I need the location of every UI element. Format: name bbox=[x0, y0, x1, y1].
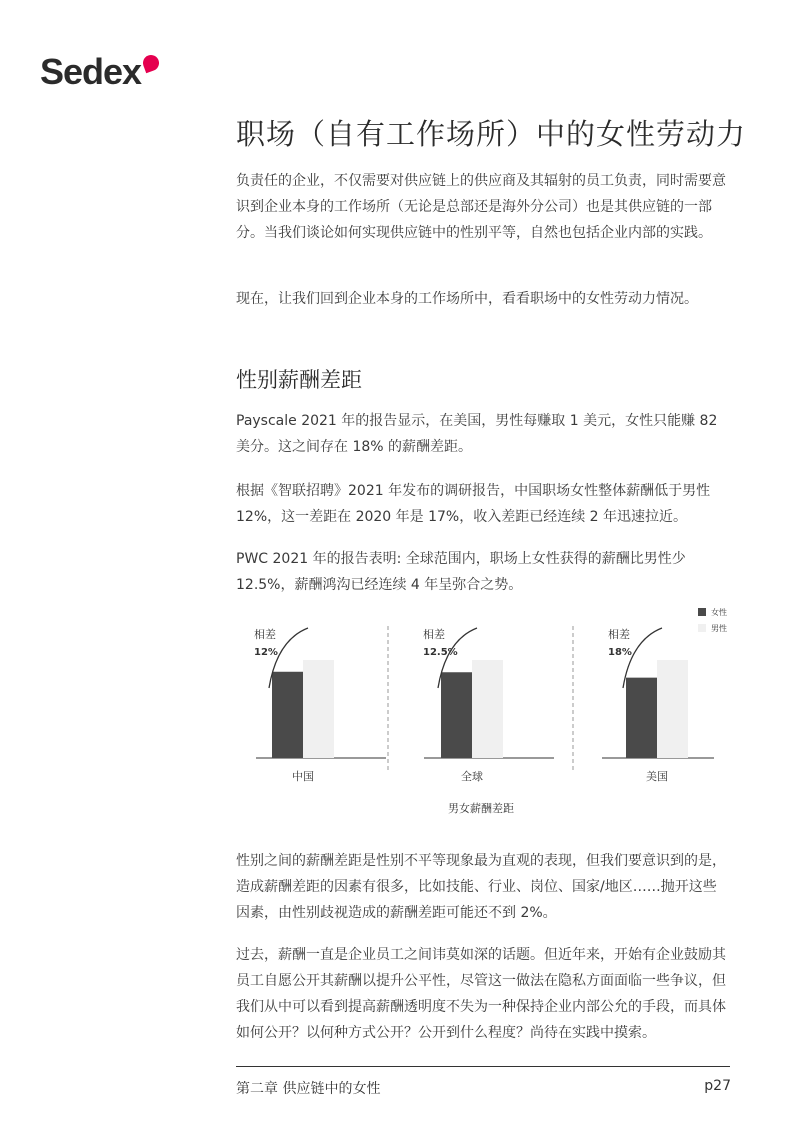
gap-label: 相差 bbox=[254, 628, 276, 641]
footer-divider bbox=[236, 1066, 730, 1067]
page-title: 职场（自有工作场所）中的女性劳动力 bbox=[236, 117, 747, 151]
sedex-logo bbox=[40, 52, 141, 92]
gap-value: 18% bbox=[608, 647, 632, 658]
chart-title: 男女薪酬差距 bbox=[448, 802, 514, 815]
bar-male bbox=[303, 660, 334, 758]
bar-female bbox=[626, 678, 657, 758]
gap-label: 相差 bbox=[608, 628, 630, 641]
pay-gap-chart bbox=[236, 600, 736, 830]
logo-mark-icon bbox=[141, 53, 162, 74]
legend-swatch bbox=[698, 608, 706, 616]
category-label: 中国 bbox=[292, 770, 314, 783]
bar-female bbox=[272, 672, 303, 758]
pay-gap-chart-svg bbox=[236, 600, 736, 830]
category-label: 全球 bbox=[461, 770, 483, 783]
legend-label: 男性 bbox=[711, 624, 727, 633]
category-label: 美国 bbox=[646, 770, 668, 783]
paragraph-payscale: Payscale 2021 年的报告显示，在美国，男性每赚取 1 美元，女性只能赚 82 美分。这之间存在 18% 的薪酬差距。 bbox=[236, 413, 718, 455]
gap-value: 12% bbox=[254, 647, 278, 658]
paragraph-transparency: 过去，薪酬一直是企业员工之间讳莫如深的话题。但近年来，开始有企业鼓励其员工自愿公开其薪酬以提升公平性，尽管这一做法在隐私方面面临一些争议，但我们从中可以看到提高薪酬透明度不失为一种保持企业内部公允的手段，而具体如何公开？以何种方式公开？公开到什么程度？尚待在实践中摸索。 bbox=[236, 947, 726, 1041]
bar-male bbox=[472, 660, 503, 758]
page-number: p27 bbox=[704, 1078, 731, 1094]
gap-label: 相差 bbox=[423, 628, 445, 641]
legend-swatch bbox=[698, 624, 706, 632]
intro-paragraph-2: 现在，让我们回到企业本身的工作场所中，看看职场中的女性劳动力情况。 bbox=[236, 291, 698, 307]
gap-value: 12.5% bbox=[423, 647, 458, 658]
paragraph-zhilian: 根据《智联招聘》2021 年发布的调研报告，中国职场女性整体薪酬低于男性 12%，这一差距在 2020 年是 17%，收入差距已经连续 2 年迅速拉近。 bbox=[236, 483, 711, 525]
legend-label: 女性 bbox=[711, 608, 727, 617]
intro-paragraph-1: 负责任的企业，不仅需要对供应链上的供应商及其辐射的员工负责，同时需要意识到企业本身的工作场所（无论是总部还是海外分公司）也是其供应链的一部分。当我们谈论如何实现供应链中的性别平等，自然也包括企业内部的实践。 bbox=[236, 173, 726, 241]
bar-female bbox=[441, 672, 472, 758]
bar-male bbox=[657, 660, 688, 758]
logo-text: Sedex bbox=[40, 51, 142, 92]
footer-chapter: 第二章 供应链中的女性 bbox=[236, 1081, 381, 1097]
paragraph-gap-factors: 性别之间的薪酬差距是性别不平等现象最为直观的表现，但我们要意识到的是，造成薪酬差距的因素有很多，比如技能、行业、岗位、国家/地区……抛开这些因素，由性别歧视造成的薪酬差距可能还不到 2%。 bbox=[236, 853, 726, 921]
section-heading: 性别薪酬差距 bbox=[236, 368, 362, 392]
paragraph-pwc: PWC 2021 年的报告表明: 全球范围内，职场上女性获得的薪酬比男性少 12.5%，薪酬鸿沟已经连续 4 年呈弥合之势。 bbox=[236, 551, 686, 593]
